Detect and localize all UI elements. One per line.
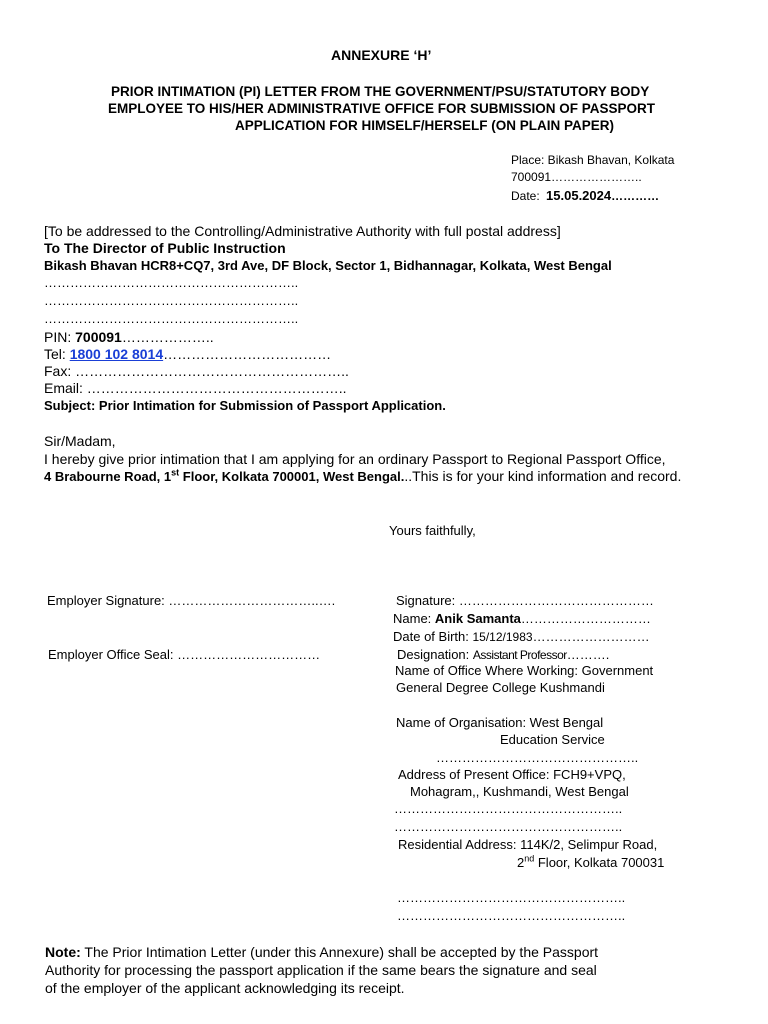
note-line-3: of the employer of the applicant acknowledging its receipt. — [45, 980, 405, 996]
body-line-1: I hereby give prior intimation that I am applying for an ordinary Passport to Regional Passport Office, — [44, 451, 666, 467]
residential-dots-1: …………………………………………….. — [397, 890, 626, 905]
note-line-1: Note: The Prior Intimation Letter (under this Annexure) shall be accepted by the Passport — [45, 944, 599, 960]
date-value: 15.05.2024 — [546, 188, 612, 203]
name-dots: ………………………… — [520, 611, 651, 626]
dob-label: Date of Birth: — [393, 629, 469, 644]
present-office-line-1: Address of Present Office: FCH9+VPQ, — [398, 767, 626, 782]
present-office-dots-2: …………………………………………….. — [394, 819, 623, 834]
annexure-title: ANNEXURE ‘H’ — [331, 47, 432, 63]
dob-value: 15/12/1983 — [472, 630, 533, 644]
applicant-name-line — [393, 611, 651, 626]
designation-line — [397, 647, 609, 662]
designation-dots: ………. — [566, 647, 610, 662]
heading-line-3: APPLICATION FOR HIMSELF/HERSELF (ON PLAIN PAPER) — [235, 118, 615, 133]
residential-line-1: Residential Address: 114K/2, Selimpur Road, — [398, 837, 658, 852]
email-line — [44, 380, 347, 396]
applicant-signature-line: Signature: ……………………………………… — [396, 593, 654, 608]
email-label: Email: — [44, 380, 83, 396]
tel-label: Tel: — [44, 346, 66, 362]
salutation: Sir/Madam, — [44, 433, 116, 449]
present-office-line-2: Mohagram,, Kushmandi, West Bengal — [410, 784, 629, 799]
designation-value: Assistant Professor — [472, 648, 567, 662]
body-line-2 — [44, 468, 681, 484]
date-label: Date: — [511, 189, 540, 203]
body-tail: ..This is for your kind information and record. — [404, 468, 682, 484]
name-label: Name: — [393, 611, 432, 626]
tel-line — [44, 346, 331, 362]
address-instruction: [To be addressed to the Controlling/Administrative Authority with full postal address] — [44, 223, 561, 239]
rpo-address: 4 Brabourne Road, 1st Floor, Kolkata 700001, West Bengal. — [44, 467, 405, 484]
blank-line-1: ………………………………………………….. — [44, 275, 299, 290]
subject-line: Subject: Prior Intimation for Submission of Passport Application. — [44, 398, 446, 413]
date-dots: ………… — [611, 189, 660, 203]
office-line-2: General Degree College Kushmandi — [396, 680, 605, 695]
fax-label: Fax: — [44, 363, 72, 379]
organisation-dots: ……………………………………….. — [436, 750, 639, 765]
pin-value: 700091 — [75, 329, 122, 345]
pin-line — [44, 329, 214, 345]
closing: Yours faithfully, — [389, 523, 476, 538]
employer-signature-line: Employer Signature: ……………………………..…. — [47, 593, 336, 608]
note-label: Note: — [45, 944, 81, 960]
residential-line-2: 2nd Floor, Kolkata 700031 — [517, 853, 665, 870]
note-line-2: Authority for processing the passport application if the same bears the signature and seal — [45, 962, 597, 978]
heading-line-1: PRIOR INTIMATION (PI) LETTER FROM THE GOVERNMENT/PSU/STATUTORY BODY — [111, 84, 650, 99]
organisation-line-2: Education Service — [500, 732, 605, 747]
address-line: Bikash Bhavan HCR8+CQ7, 3rd Ave, DF Block, Sector 1, Bidhannagar, Kolkata, West Bengal — [44, 258, 612, 273]
employer-seal-line: Employer Office Seal: …………………………… — [48, 647, 321, 662]
place-line-1: Place: Bikash Bhavan, Kolkata — [511, 153, 675, 167]
pin-dots: ……………….. — [121, 329, 214, 345]
blank-line-2: ………………………………………………….. — [44, 293, 299, 308]
heading-line-2: EMPLOYEE TO HIS/HER ADMINISTRATIVE OFFICE FOR SUBMISSION OF PASSPORT — [108, 101, 656, 116]
organisation-line-1: Name of Organisation: West Bengal — [396, 715, 604, 730]
residential-dots-2: …………………………………………….. — [397, 908, 626, 923]
date-line — [511, 188, 659, 203]
to-line: To The Director of Public Instruction — [44, 240, 286, 256]
dob-line — [393, 629, 650, 644]
tel-dots: ……………………………… — [163, 346, 332, 362]
place-line-2: 700091………………….. — [511, 170, 642, 184]
fax-line — [44, 363, 349, 379]
fax-dots: ………………………………………………….. — [75, 363, 349, 379]
name-value: Anik Samanta — [434, 611, 521, 626]
blank-line-3: ………………………………………………….. — [44, 311, 299, 326]
designation-label: Designation: — [397, 647, 470, 662]
present-office-dots-1: …………………………………………….. — [394, 801, 623, 816]
dob-dots: ……………………… — [532, 629, 650, 644]
office-line-1: Name of Office Where Working: Government — [395, 663, 654, 678]
tel-link[interactable]: 1800 102 8014 — [69, 346, 164, 362]
email-dots: ……………………………………………….. — [86, 380, 347, 396]
pin-label: PIN: — [44, 329, 72, 345]
